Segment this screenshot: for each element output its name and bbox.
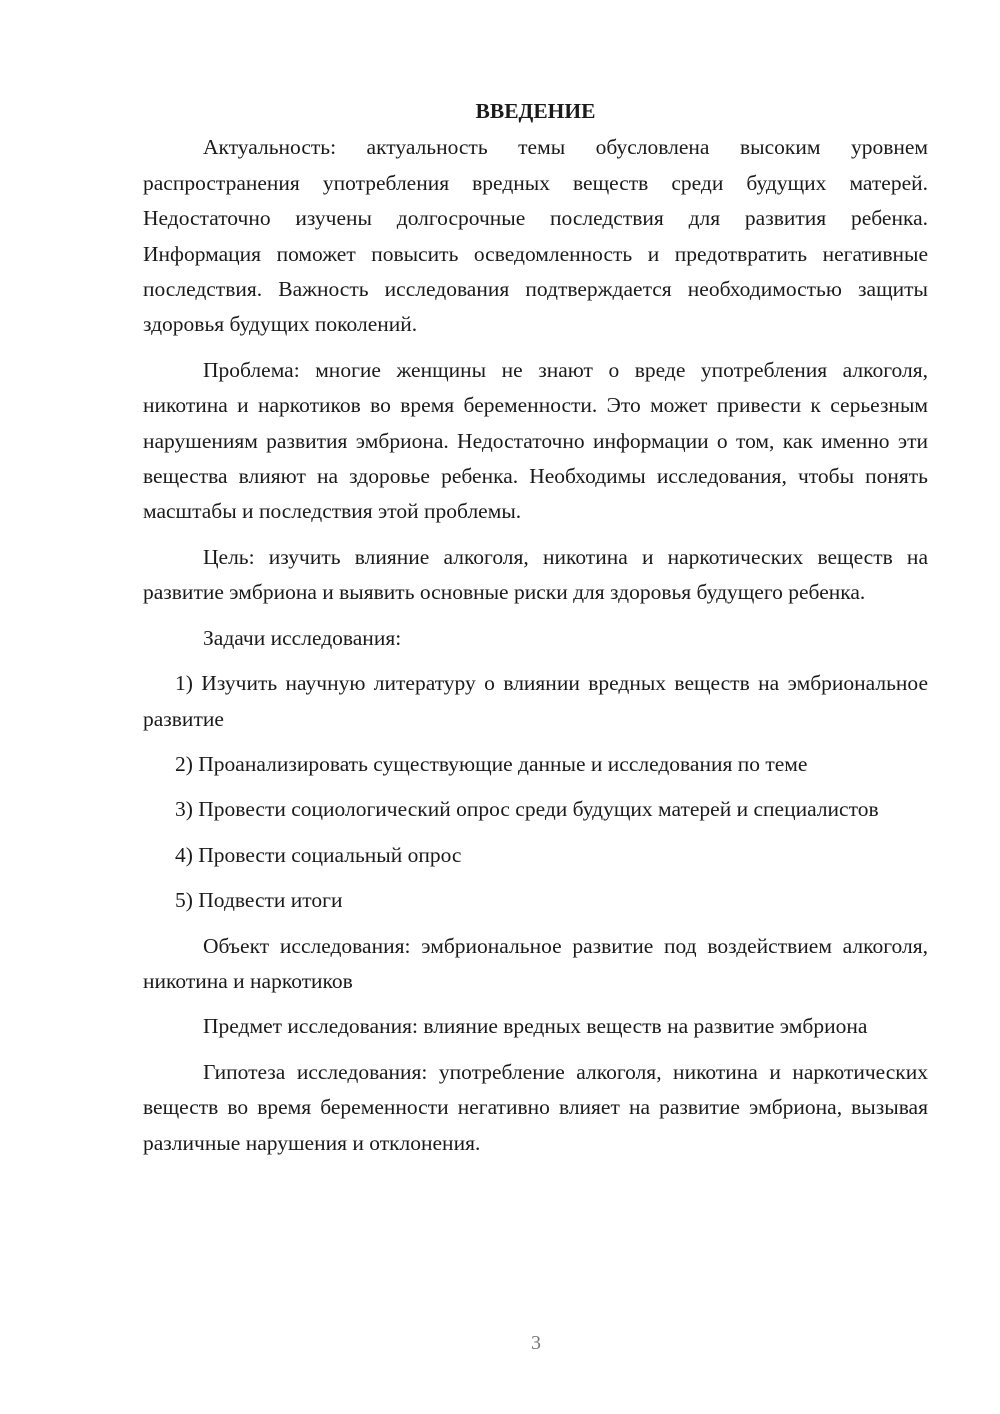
problem-paragraph: Проблема: многие женщины не знают о вреде употребления алкоголя, никотина и наркотиков во время беременности. Это может привести к серьезным нарушениям развития эмбриона. Недостаточно информации о том, как именно эти вещества влияют на здоровье ребенка. Необходимы исследования, чтобы понять масштабы и последствия этой проблемы. [143, 357, 928, 524]
subject-paragraph: Предмет исследования: влияние вредных веществ на развитие эмбриона [203, 1014, 868, 1039]
task-item: 3) Провести социологический опрос среди будущих матерей и специалистов [175, 797, 879, 822]
object-paragraph: Объект исследования: эмбриональное развитие под воздействием алкоголя, никотина и наркотиков [143, 933, 928, 993]
relevance-paragraph: Актуальность: актуальность темы обусловлена высоким уровнем распространения употребления вредных веществ среди будущих матерей. Недостаточно изучены долгосрочные последствия для развития ребенка. Информация поможет повысить осведомленность и предотвратить негативные последствия. Важность исследования подтверждается необходимостью защиты здоровья будущих поколений. [143, 135, 928, 337]
task-item: 5) Подвести итоги [175, 888, 343, 913]
task-item: 1) Изучить научную литературу о влиянии вредных веществ на эмбриональное развитие [143, 671, 928, 731]
page-content [143, 94, 928, 1171]
task-item: 2) Проанализировать существующие данные и исследования по теме [175, 751, 808, 776]
tasks-title: Задачи исследования: [203, 625, 402, 650]
task-item: 4) Провести социальный опрос [175, 842, 462, 867]
goal-paragraph: Цель: изучить влияние алкоголя, никотина и наркотических веществ на развитие эмбриона и выявить основные риски для здоровья будущего ребенка. [143, 544, 928, 605]
page-number: 3 [531, 1332, 541, 1354]
hypothesis-paragraph: Гипотеза исследования: употребление алкоголя, никотина и наркотических веществ во время беременности негативно влияет на развитие эмбриона, вызывая различные нарушения и отклонения. [143, 1059, 928, 1155]
section-heading: ВВЕДЕНИЕ [475, 99, 596, 123]
